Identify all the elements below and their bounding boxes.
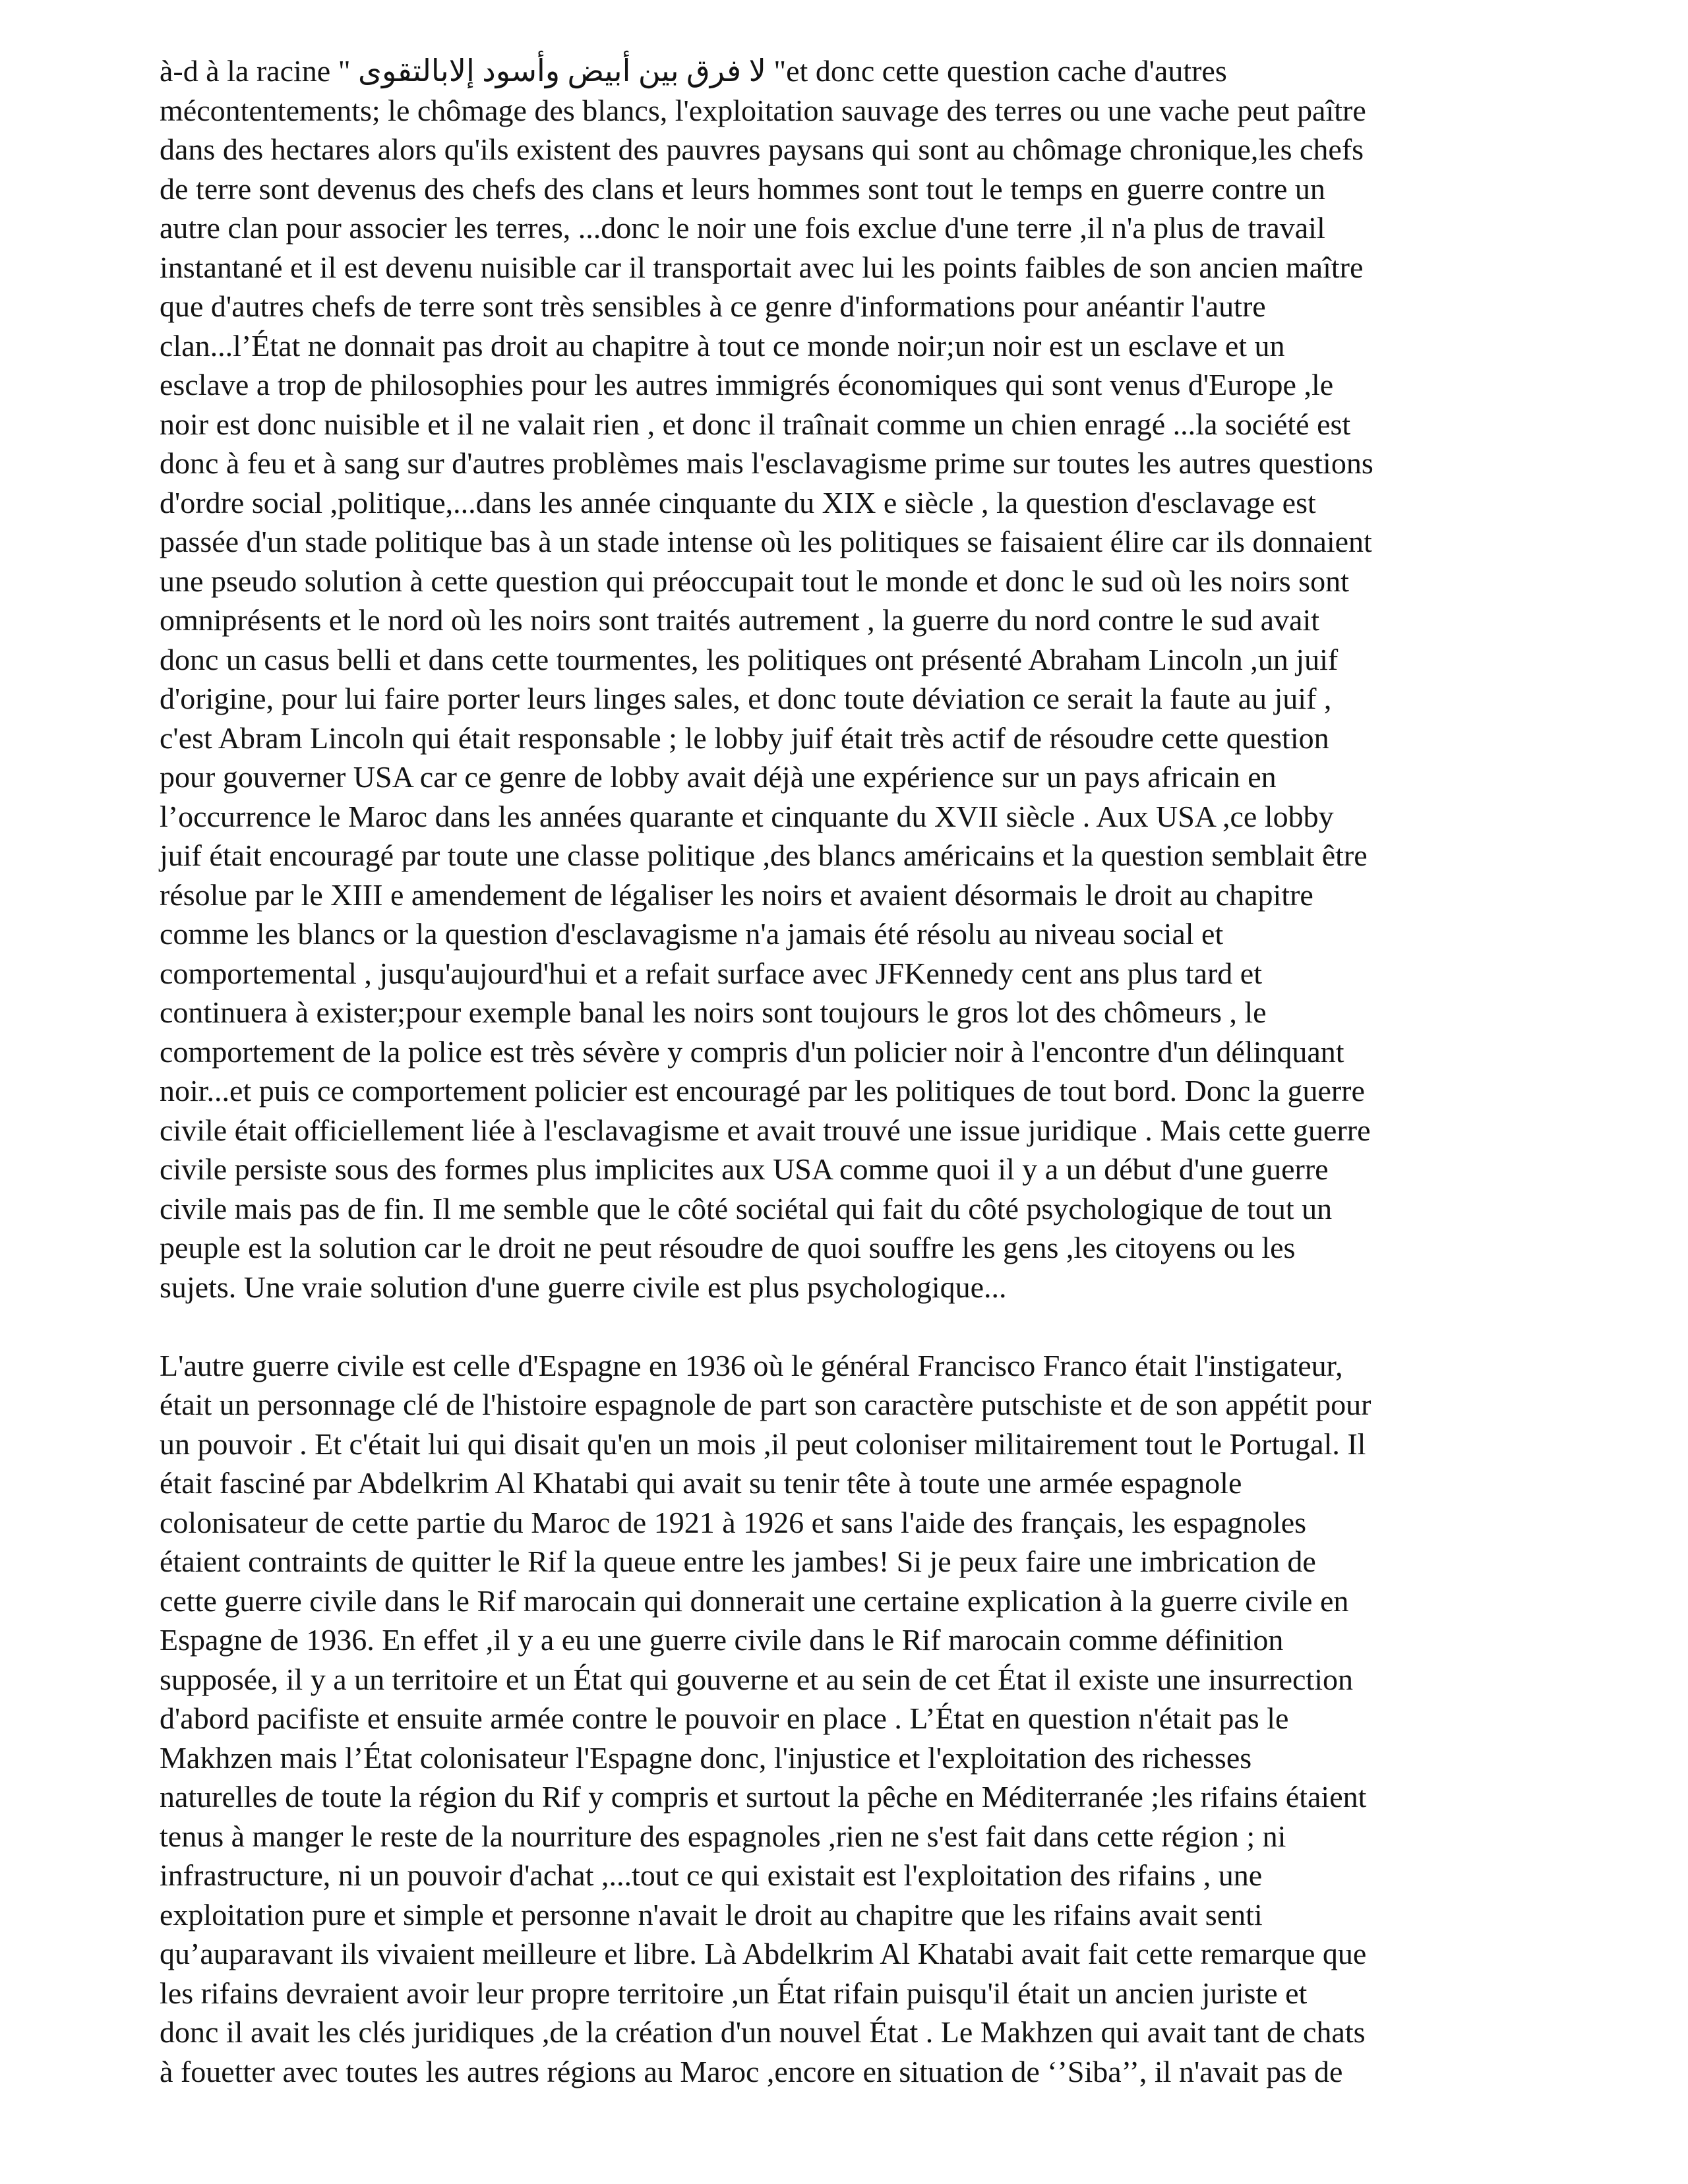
text-line: d'abord pacifiste et ensuite armée contre le pouvoir en place . L’État en question n'était pas le xyxy=(160,1701,1289,1735)
text-line: Espagne de 1936. En effet ,il y a eu une guerre civile dans le Rif marocain comme définition xyxy=(160,1623,1284,1657)
text-line: les rifains devraient avoir leur propre territoire ,un État rifain puisqu'il était un ancien juriste et xyxy=(160,1976,1308,2010)
text-line: clan...l’État ne donnait pas droit au chapitre à tout ce monde noir;un noir est un esclave et un xyxy=(160,328,1285,363)
paragraph-1 xyxy=(160,91,1531,1307)
text-line: omniprésents et le nord où les noirs sont traités autrement , la guerre du nord contre le sud avait xyxy=(160,603,1320,637)
text-line: donc à feu et à sang sur d'autres problèmes mais l'esclavagisme prime sur toutes les autres questions xyxy=(160,446,1373,480)
text-line: colonisateur de cette partie du Maroc de 1921 à 1926 et sans l'aide des français, les espagnoles xyxy=(160,1505,1307,1539)
paragraph-1-line-0 xyxy=(160,51,1531,91)
text-line: l’occurrence le Maroc dans les années quarante et cinquante du XVII siècle . Aux USA ,ce lobby xyxy=(160,799,1334,833)
text-line: était fasciné par Abdelkrim Al Khatabi qui avait su tenir tête à toute une armée espagnole xyxy=(160,1466,1242,1500)
text-line: étaient contraints de quitter le Rif la queue entre les jambes! Si je peux faire une imbrication de xyxy=(160,1545,1316,1578)
text-line: continuera à exister;pour exemple banal les noirs sont toujours le gros lot des chômeurs , le xyxy=(160,995,1267,1029)
text-line: donc un casus belli et dans cette tourmentes, les politiques ont présenté Abraham Lincoln ,un juif xyxy=(160,642,1339,676)
text-line: instantané et il est devenu nuisible car il transportait avec lui les points faibles de son ancien maître xyxy=(160,250,1364,284)
paragraph-2 xyxy=(160,1346,1531,2092)
text-line: qu’auparavant ils vivaient meilleure et libre. Là Abdelkrim Al Khatabi avait fait cette remarque que xyxy=(160,1937,1367,1970)
text-line: civile mais pas de fin. Il me semble que le côté sociétal qui fait du côté psychologique de tout un xyxy=(160,1191,1333,1225)
text-line: civile était officiellement liée à l'esclavagisme et avait trouvé une issue juridique . Mais cette guerre xyxy=(160,1113,1371,1147)
text-line: comportemental , jusqu'aujourd'hui et a refait surface avec JFKennedy cent ans plus tard et xyxy=(160,956,1262,990)
text-line: Makhzen mais l’État colonisateur l'Espagne donc, l'injustice et l'exploitation des richesses xyxy=(160,1740,1252,1775)
text-line: supposée, il y a un territoire et un État qui gouverne et au sein de cet État il existe une insurrection xyxy=(160,1662,1354,1696)
text-line: que d'autres chefs de terre sont très sensibles à ce genre d'informations pour anéantir l'autre xyxy=(160,289,1266,323)
text-line: à fouetter avec toutes les autres régions au Maroc ,encore en situation de ‘’Siba’’, il n'avait pas de xyxy=(160,2054,1343,2088)
arabic-quote: لا فرق بين أبيض وأسود إلابالتقوى xyxy=(357,54,766,88)
text-line: peuple est la solution car le droit ne peut résoudre de quoi souffre les gens ,les citoyens ou les xyxy=(160,1231,1296,1264)
text-line: juif était encouragé par toute une classe politique ,des blancs américains et la question semblait être xyxy=(160,839,1368,872)
text-line: naturelles de toute la région du Rif y compris et surtout la pêche en Méditerranée ;les rifains étaient xyxy=(160,1780,1367,1814)
paragraph-gap xyxy=(160,1307,1531,1346)
text-line: dans des hectares alors qu'ils existent des pauvres paysans qui sont au chômage chronique,les chefs xyxy=(160,133,1364,166)
text-line: pour gouverner USA car ce genre de lobby avait déjà une expérience sur un pays africain en xyxy=(160,760,1277,794)
text-line: noir...et puis ce comportement policier est encouragé par les politiques de tout bord. Donc la guerre xyxy=(160,1074,1365,1107)
text-line: donc il avait les clés juridiques ,de la création d'un nouvel État . Le Makhzen qui avait tant de chats xyxy=(160,2015,1366,2049)
text-line: était un personnage clé de l'histoire espagnole de part son caractère putschiste et de son appétit pour xyxy=(160,1388,1372,1421)
text-line: infrastructure, ni un pouvoir d'achat ,...tout ce qui existait est l'exploitation des rifains , une xyxy=(160,1858,1263,1892)
text-line: un pouvoir . Et c'était lui qui disait qu'en un mois ,il peut coloniser militairement tout le Portugal. Il xyxy=(160,1427,1366,1461)
text-line: L'autre guerre civile est celle d'Espagne en 1936 où le général Francisco Franco était l'instigateur, xyxy=(160,1348,1343,1382)
text-line: c'est Abram Lincoln qui était responsable ; le lobby juif était très actif de résoudre cette question xyxy=(160,721,1329,755)
text-line: de terre sont devenus des chefs des clans et leurs hommes sont tout le temps en guerre contre un xyxy=(160,171,1325,206)
text-line: une pseudo solution à cette question qui préoccupait tout le monde et donc le sud où les noirs sont xyxy=(160,564,1349,598)
document-page xyxy=(160,51,1531,2091)
line-prefix: à-d à la racine " xyxy=(160,54,351,88)
text-line: comportement de la police est très sévère y compris d'un policier noir à l'encontre d'un délinquant xyxy=(160,1034,1344,1069)
text-line: passée d'un stade politique bas à un stade intense où les politiques se faisaient élire car ils donnaient xyxy=(160,525,1372,558)
text-line: mécontentements; le chômage des blancs, l'exploitation sauvage des terres ou une vache peut paître xyxy=(160,93,1366,127)
text-line: tenus à manger le reste de la nourriture des espagnoles ,rien ne s'est fait dans cette région ; ni xyxy=(160,1819,1286,1853)
text-line: sujets. Une vraie solution d'une guerre civile est plus psychologique... xyxy=(160,1270,1007,1304)
text-line: exploitation pure et simple et personne n'avait le droit au chapitre que les rifains avait senti xyxy=(160,1897,1263,1932)
text-line: comme les blancs or la question d'esclavagisme n'a jamais été résolu au niveau social et xyxy=(160,917,1224,951)
text-line: résolue par le XIII e amendement de légaliser les noirs et avaient désormais le droit au chapitre xyxy=(160,877,1313,912)
text-line: d'ordre social ,politique,...dans les année cinquante du XIX e siècle , la question d'esclavage est xyxy=(160,485,1316,519)
text-line: autre clan pour associer les terres, ...donc le noir une fois exclue d'une terre ,il n'a plus de travail xyxy=(160,211,1325,245)
text-line: cette guerre civile dans le Rif marocain qui donnerait une certaine explication à la guerre civile en xyxy=(160,1583,1349,1618)
text-line: noir est donc nuisible et il ne valait rien , et donc il traînait comme un chien enragé ...la société est xyxy=(160,407,1351,441)
text-line: civile persiste sous des formes plus implicites aux USA comme quoi il y a un début d'une guerre xyxy=(160,1152,1329,1186)
line-suffix: "et donc cette question cache d'autres xyxy=(773,54,1227,88)
text-line: d'origine, pour lui faire porter leurs linges sales, et donc toute déviation ce serait la faute au juif , xyxy=(160,682,1332,715)
text-line: esclave a trop de philosophies pour les autres immigrés économiques qui sont venus d'Europe ,le xyxy=(160,368,1334,401)
